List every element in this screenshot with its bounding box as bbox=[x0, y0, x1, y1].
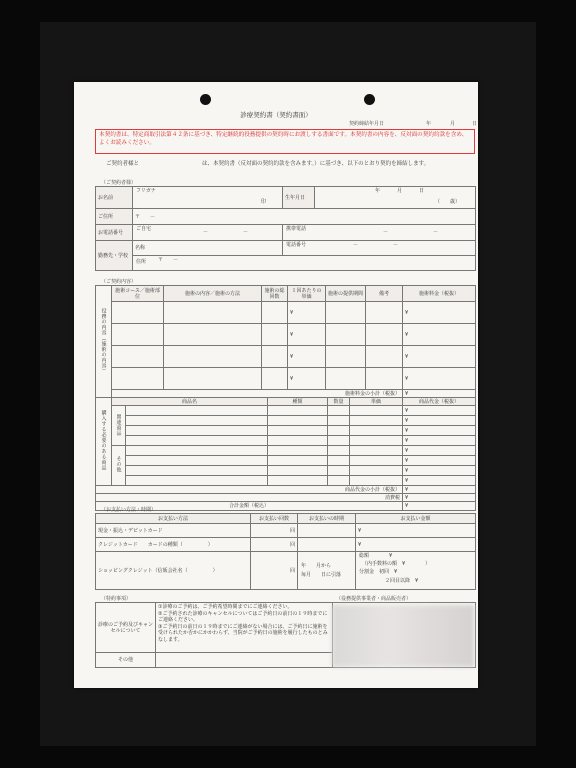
address-label: ご住所 bbox=[96, 209, 133, 225]
gh-type: 種類 bbox=[268, 398, 328, 406]
mobile-dash-1: － bbox=[383, 229, 389, 235]
credit-first: 分割金 初回 ¥ bbox=[359, 569, 398, 575]
section-provider: （役務提供事業者・商品販売者） bbox=[336, 596, 412, 602]
mobile-dash-2: － bbox=[433, 229, 439, 235]
name-field[interactable] bbox=[133, 187, 283, 209]
pay-times-credit: 回 bbox=[251, 552, 298, 590]
treatment-side-label: 役務の内容（施術の内容） bbox=[96, 286, 112, 398]
work-address-label: 住所 bbox=[136, 259, 147, 265]
treatment-row[interactable] bbox=[96, 346, 476, 368]
th-course: 施術コース／施術部位 bbox=[112, 286, 164, 302]
work-phone-field[interactable] bbox=[283, 241, 476, 256]
goods-yen: ¥ bbox=[403, 406, 476, 416]
document-title: 診療契約書（契約書面） bbox=[240, 111, 312, 119]
credit-timing-day: 毎月 日に引落 bbox=[301, 572, 342, 578]
pay-method-credit: ショッピングクレジット（信販会社名（ ） bbox=[96, 552, 251, 590]
row-unit-yen: ¥ bbox=[288, 368, 326, 390]
goods-yen: ¥ bbox=[403, 416, 476, 426]
credit-fee: （内手数料の額 ¥ ） bbox=[362, 561, 431, 567]
credit-timing-start: 年 月から bbox=[301, 563, 332, 569]
age: （ 歳） bbox=[435, 199, 461, 205]
intro-text: は、本契約書（反対面の契約約款を含みます。）に基づき、以下のとおり契約を締結します。 bbox=[202, 161, 430, 167]
work-postal: 〒 － bbox=[158, 257, 179, 263]
address-field[interactable]: 〒 － bbox=[133, 209, 476, 225]
credit-second: ２回目以降 ¥ bbox=[385, 578, 419, 584]
other-field[interactable] bbox=[156, 653, 333, 668]
payment-row[interactable] bbox=[96, 552, 476, 590]
work-phone-label: 電話番号 bbox=[286, 242, 307, 248]
th-fee: 施術料金（税抜） bbox=[403, 286, 476, 302]
name-label: お名前 bbox=[96, 187, 133, 209]
payment-table bbox=[95, 513, 476, 590]
ph-method: お支払い方法 bbox=[96, 514, 251, 524]
th-method: 施術の内容／施術の方法 bbox=[164, 286, 262, 302]
gh-price: 商品代金（税抜） bbox=[403, 398, 476, 406]
goods-yen: ¥ bbox=[403, 466, 476, 476]
date-year: 年 bbox=[426, 121, 432, 127]
credit-total: 総額 ¥ bbox=[359, 553, 393, 559]
goods-subtotal-label: 商品代金の小計（税抜） bbox=[96, 486, 403, 494]
contractor-table bbox=[95, 186, 476, 271]
work-address-field[interactable] bbox=[133, 256, 476, 271]
row-fee-yen: ¥ bbox=[403, 368, 476, 390]
tax-yen[interactable]: ¥ bbox=[403, 494, 476, 502]
treatment-row[interactable] bbox=[96, 324, 476, 346]
goods-related-label: 関連商品 bbox=[112, 406, 126, 446]
ph-timing: お支払いの時期 bbox=[298, 514, 356, 524]
gh-unit: 単価 bbox=[350, 398, 403, 406]
birth-year: 年 bbox=[375, 188, 381, 194]
row-fee-yen: ¥ bbox=[403, 346, 476, 368]
note-1: ①診療のご予約は、ご予約希望時間までにご連絡ください。 bbox=[158, 604, 293, 610]
section-payment: （お支払い方法・時期） bbox=[101, 507, 157, 513]
home-dash-1: － bbox=[203, 229, 209, 235]
mobile-label: 携帯電話 bbox=[286, 226, 307, 232]
pay-times-cash: 回 bbox=[251, 524, 298, 538]
gh-name: 商品名 bbox=[112, 398, 268, 406]
pay-amount-cash: ¥ bbox=[356, 524, 476, 538]
row-unit-yen: ¥ bbox=[288, 324, 326, 346]
goods-side-label: 購入する必要のある商品 bbox=[96, 398, 112, 486]
furigana-label: フリガナ bbox=[136, 188, 156, 194]
total-label: 合計金額（税込） bbox=[96, 502, 403, 511]
goods-subtotal-yen[interactable]: ¥ bbox=[403, 486, 476, 494]
treatment-table bbox=[95, 285, 476, 398]
ph-times: お支払い回数 bbox=[251, 514, 298, 524]
treatment-subtotal-label: 施術料金の小計（税抜） bbox=[112, 390, 403, 398]
total-yen[interactable]: ¥ bbox=[403, 502, 476, 511]
goods-yen: ¥ bbox=[403, 426, 476, 436]
cancel-label: 診療のご予約及びキャンセルについて bbox=[96, 603, 156, 653]
row-unit-yen: ¥ bbox=[288, 302, 326, 324]
note-3: ③ご予約日の前日の１９時までにご連絡がない場合には、ご予約日に施術を受けられたか否かにかかわらず、当院がご予約日の施術を履行したものとみなします。 bbox=[158, 623, 328, 643]
gh-qty: 数量 bbox=[328, 398, 350, 406]
birth-month: 月 bbox=[397, 188, 403, 194]
section-contract: （ご契約内容） bbox=[101, 279, 137, 285]
contract-sheet bbox=[74, 82, 478, 688]
legal-notice: 本契約書は、特定商取引法第４２条に基づき、特定継続的役務提供の契約時にお渡しする書面です。本契約書の内容を、反対面の契約約款を含め、よくお読みください。 bbox=[95, 129, 475, 154]
th-notes: 備考 bbox=[366, 286, 403, 302]
pay-times-card: 回 bbox=[251, 538, 298, 552]
section-special: （特約事項） bbox=[101, 596, 132, 602]
birth-field[interactable] bbox=[315, 187, 476, 209]
mobile-phone-field[interactable] bbox=[283, 225, 476, 241]
punch-hole-right bbox=[364, 94, 375, 105]
birth-day: 日 bbox=[419, 188, 425, 194]
pay-amount-credit bbox=[356, 552, 476, 590]
goods-table bbox=[95, 397, 476, 511]
home-dash-2: － bbox=[243, 229, 249, 235]
provider-redacted-stamp bbox=[332, 605, 474, 667]
home-phone-field[interactable] bbox=[133, 225, 283, 241]
th-count: 施術の総回数 bbox=[262, 286, 288, 302]
section-contractor: （ご契約者様） bbox=[101, 180, 137, 186]
goods-other-label: その他 bbox=[112, 446, 126, 486]
goods-yen: ¥ bbox=[403, 446, 476, 456]
birth-label: 生年月日 bbox=[283, 187, 315, 209]
date-day: 日 bbox=[472, 121, 478, 127]
pay-method-card: クレジットカード カードの種類（ ） bbox=[96, 538, 251, 552]
treatment-row[interactable] bbox=[96, 302, 476, 324]
phone-label: お電話番号 bbox=[96, 225, 133, 241]
work-label: 勤務先・学校 bbox=[96, 241, 133, 271]
pay-method-cash: 現金・振込・デビットカード bbox=[96, 524, 251, 538]
treatment-row[interactable] bbox=[96, 368, 476, 390]
pay-amount-card: ¥ bbox=[356, 538, 476, 552]
payment-row[interactable] bbox=[96, 524, 476, 538]
contract-date-label: 契約締結年月日 bbox=[349, 121, 385, 127]
other-label: その他 bbox=[96, 653, 156, 668]
seal-mark: 印 bbox=[261, 199, 267, 205]
th-period: 施術の提供期間 bbox=[326, 286, 366, 302]
date-month: 月 bbox=[450, 121, 456, 127]
note-2: ②ご予約された診療のキャンセルについてはご予約日の前日の１９時までにご連絡ください。 bbox=[158, 610, 328, 623]
row-fee-yen: ¥ bbox=[403, 324, 476, 346]
row-unit-yen: ¥ bbox=[288, 346, 326, 368]
tax-label: 消費税 bbox=[96, 494, 403, 502]
th-unit-price: １回あたりの単価 bbox=[288, 286, 326, 302]
goods-yen: ¥ bbox=[403, 456, 476, 466]
row-fee-yen: ¥ bbox=[403, 302, 476, 324]
work-name-field[interactable]: 名称 bbox=[133, 241, 283, 256]
treatment-subtotal-yen[interactable]: ¥ bbox=[403, 390, 476, 398]
home-label: ご自宅 bbox=[136, 226, 152, 232]
work-dash-2: － bbox=[393, 242, 399, 248]
goods-yen: ¥ bbox=[403, 436, 476, 446]
ph-amount: お支払い金額 bbox=[356, 514, 476, 524]
punch-hole-left bbox=[200, 94, 211, 105]
goods-yen: ¥ bbox=[403, 476, 476, 486]
intro-prefix: ご契約者様と bbox=[106, 161, 140, 167]
cancel-notes bbox=[156, 603, 333, 653]
pay-timing-credit bbox=[298, 552, 356, 590]
work-dash-1: － bbox=[353, 242, 359, 248]
payment-row[interactable] bbox=[96, 538, 476, 552]
